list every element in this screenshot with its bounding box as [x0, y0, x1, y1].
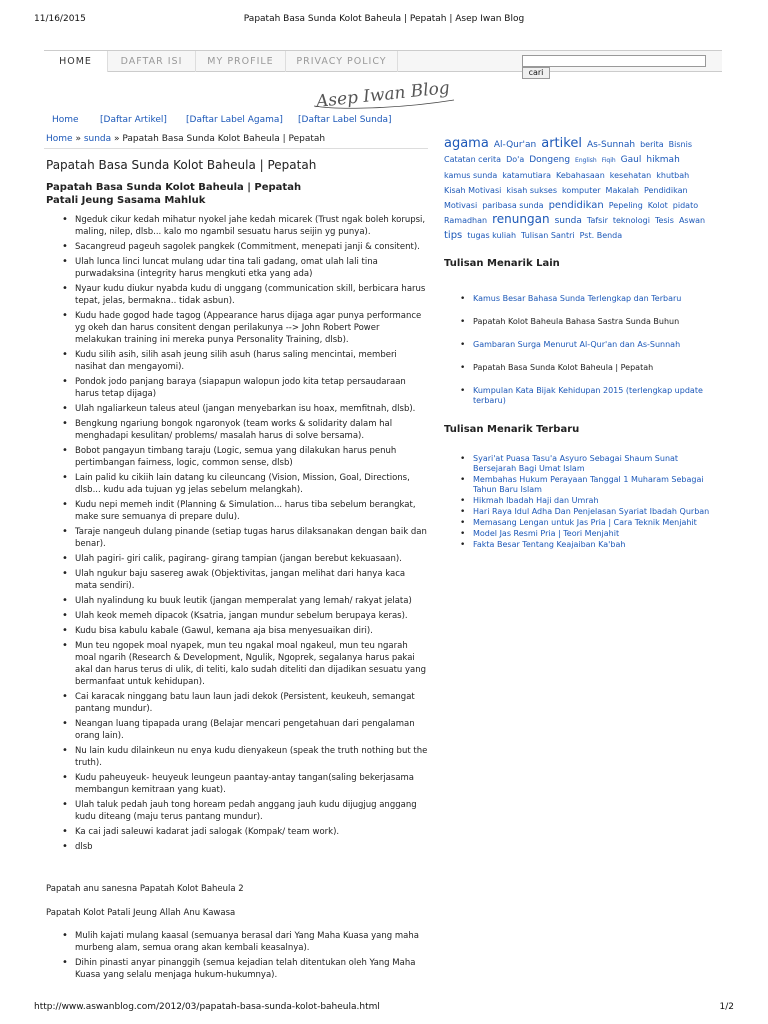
menu-daftar-label-agama[interactable]: [Daftar Label Agama]: [186, 115, 283, 125]
sidebar-link[interactable]: • Syari'at Puasa Tasu'a Asyuro Sebagai Shaum Sunat Bersejarah Bagi Umat Islam: [458, 454, 720, 474]
label-tag[interactable]: Pst. Benda: [579, 231, 623, 240]
tulisan-terbaru-list: [458, 454, 720, 551]
label-tag[interactable]: hikmah: [646, 155, 680, 165]
label-tag[interactable]: Catatan cerita: [444, 155, 502, 164]
tab-my-profile[interactable]: MY PROFILE: [196, 51, 286, 72]
menu-home[interactable]: Home: [52, 115, 79, 125]
label-tag[interactable]: agama: [444, 136, 489, 151]
list-item: • Ulah nyalindung ku buuk leutik (jangan memperalat yang lemah/ rakyat jelata): [62, 595, 428, 607]
list-item: • Kudu hade gogod hade tagog (Appearance harus dijaga agar punya performance yg okeh dan harus consitent dengan perilakunya --> John Robert Power melakukan training ini mereka punya Personality Training, dlsb).: [62, 310, 428, 346]
label-tag[interactable]: khutbah: [656, 171, 690, 180]
label-tag[interactable]: Tulisan Santri: [521, 231, 575, 240]
label-tag[interactable]: tips: [444, 230, 463, 241]
sidebar-link[interactable]: • Gambaran Surga Menurut Al-Qur'an dan As-Sunnah: [458, 340, 720, 350]
list-item: • Bobot pangayun timbang taraju (Logic, semua yang dilakukan harus penuh pertimbangan fairness, logic, common sense, dlsb): [62, 445, 428, 469]
list-item: • Mulih kajati mulang kaasal (semuanya berasal dari Yang Maha Kuasa yang maha murbeng alam, semua orang akan kembali keasalnya).: [62, 930, 428, 954]
sidebar-link[interactable]: • Memasang Lengan untuk Jas Pria | Cara Teknik Menjahit: [458, 518, 720, 528]
label-tag[interactable]: Do'a: [506, 155, 525, 164]
breadcrumb-sunda[interactable]: sunda: [83, 134, 112, 144]
label-tag[interactable]: artikel: [541, 136, 582, 151]
list-item: • Nu lain kudu dilainkeun nu enya kudu dienyakeun (speak the truth nothing but the truth).: [62, 745, 428, 769]
breadcrumb: Home » sunda » Papatah Basa Sunda Kolot Baheula | Pepatah: [46, 134, 326, 144]
sidebar-link[interactable]: • Papatah Kolot Baheula Bahasa Sastra Sunda Buhun: [458, 317, 720, 327]
post-subtitle: Papatah Basa Sunda Kolot Baheula | Pepatah: [46, 182, 302, 193]
menu-daftar-label-sunda[interactable]: [Daftar Label Sunda]: [298, 115, 392, 125]
search-button[interactable]: cari: [522, 67, 550, 79]
label-tag[interactable]: pendidikan: [548, 200, 604, 211]
label-tag[interactable]: Aswan: [678, 216, 706, 225]
label-tag[interactable]: Fiqih: [601, 157, 616, 164]
label-tag[interactable]: As-Sunnah: [586, 140, 636, 150]
label-tag[interactable]: kisah sukses: [506, 186, 558, 195]
paragraph-patali-allah: Papatah Kolot Patali Jeung Allah Anu Kawasa: [46, 908, 236, 918]
list-item: • dlsb: [62, 841, 428, 853]
label-tag[interactable]: Pendidikan: [643, 186, 688, 195]
list-item: • Mun teu ngopek moal nyapek, mun teu ngakal moal ngakeul, mun teu ngarah moal ngarih (Research & Development, Ngulik, Ngoprek, segalanya harus pakai akal dan harus terus di ulik, di teliti, kalo sudah diteliti dan dijadikan sesuatu yang bermanfaat untuk kehidupan).: [62, 640, 428, 688]
label-tag[interactable]: tugas kuliah: [467, 231, 517, 240]
label-tag[interactable]: Tafsir: [586, 216, 608, 225]
logo-text: Asep Iwan Blog: [315, 78, 451, 112]
list-item: • Ka cai jadi saleuwi kadarat jadi salogak (Kompak/ team work).: [62, 826, 428, 838]
label-tag[interactable]: Kolot: [647, 201, 668, 210]
tab-privacy-policy[interactable]: PRIVACY POLICY: [286, 51, 398, 72]
tab-home[interactable]: HOME: [44, 51, 108, 72]
label-tag[interactable]: sunda: [554, 216, 582, 226]
list-item: • Kudu silih asih, silih asah jeung silih asuh (harus saling mencintai, memberi nasihat dan mengayomi).: [62, 349, 428, 373]
list-item: • Ulah taluk pedah jauh tong hoream pedah anggang jauh kudu dijugjug anggang kudu diteang (maju terus pantang mundur).: [62, 799, 428, 823]
list-item: • Neangan luang tipapada urang (Belajar mencari pengetahuan dari pengalaman orang lain).: [62, 718, 428, 742]
label-tag[interactable]: pidato: [672, 201, 699, 210]
label-tag[interactable]: berita: [640, 140, 664, 149]
list-item: • Ulah ngukur baju sasereg awak (Objektivitas, jangan melihat dari hanya kaca mata sendiri).: [62, 568, 428, 592]
menu-daftar-artikel[interactable]: [Daftar Artikel]: [100, 115, 167, 125]
list-item: • Dihin pinasti anyar pinanggih (semua kejadian telah ditentukan oleh Yang Maha Kuasa yang selalu menjaga hukum-hukumnya).: [62, 957, 428, 981]
list-item: • Nyaur kudu diukur nyabda kudu di unggang (communication skill, berbicara harus tepat, jelas, bermakna.. tidak asbun).: [62, 283, 428, 307]
blog-logo[interactable]: [308, 76, 458, 112]
label-tag[interactable]: Motivasi: [444, 201, 478, 210]
list-item: • Ulah pagiri- giri calik, pagirang- girang tampian (jangan berebut kekuasaan).: [62, 553, 428, 565]
label-tag[interactable]: Al-Qur'an: [493, 140, 537, 150]
label-tag[interactable]: katamutiara: [502, 171, 552, 180]
label-tag[interactable]: teknologi: [612, 216, 650, 225]
list-item: • Lain palid ku cikiih lain datang ku cileuncang (Vision, Mission, Goal, Directions, dlsb... kudu ada tujuan yg jelas sebelum melangkah).: [62, 472, 428, 496]
label-tag[interactable]: Bisnis: [668, 140, 692, 149]
sidebar-link[interactable]: • Model Jas Resmi Pria | Teori Menjahit: [458, 529, 720, 539]
label-tag[interactable]: Gaul: [620, 155, 642, 165]
list-item: • Ulah lunca linci luncat mulang udar tina tali gadang, omat ulah lali tina purwadaksina (integrity harus mengkuti etka yang ada): [62, 256, 428, 280]
sidebar-link[interactable]: • Kamus Besar Bahasa Sunda Terlengkap dan Terbaru: [458, 294, 720, 304]
label-tag[interactable]: Tesis: [654, 216, 674, 225]
list-item: • Ngeduk cikur kedah mihatur nyokel jahe kedah micarek (Trust ngak boleh korupsi, maling, nilep, dlsb... kalo mo ngambil sesuatu harus seijin yg punya).: [62, 214, 428, 238]
print-url: http://www.aswanblog.com/2012/03/papatah-basa-sunda-kolot-baheula.html: [34, 1002, 380, 1012]
breadcrumb-home[interactable]: Home: [46, 134, 73, 144]
label-tag[interactable]: Ramadhan: [444, 216, 488, 225]
list-item: • Sacangreud pageuh sagolek pangkek (Commitment, menepati janji & consitent).: [62, 241, 428, 253]
label-tag[interactable]: renungan: [492, 212, 550, 226]
print-date: 11/16/2015: [34, 14, 86, 24]
post-subtitle-2: Patali Jeung Sasama Mahluk: [46, 195, 206, 206]
tulisan-lain-list: [458, 294, 720, 419]
label-tag[interactable]: English: [575, 157, 597, 164]
label-tag[interactable]: Kebahasaan: [556, 171, 605, 180]
list-item: • Cai karacak ninggang batu laun laun jadi dekok (Persistent, keukeuh, semangat pantang mundur).: [62, 691, 428, 715]
label-tag[interactable]: kamus sunda: [444, 171, 498, 180]
paragraph-papatah-2: Papatah anu sanesna Papatah Kolot Baheula 2: [46, 884, 244, 894]
sidebar-link[interactable]: • Papatah Basa Sunda Kolot Baheula | Pepatah: [458, 363, 720, 373]
print-footer: [0, 1002, 768, 1014]
list-item: • Ulah ngaliarkeun taleus ateul (jangan menyebarkan isu hoax, memfitnah, dlsb).: [62, 403, 428, 415]
list-item: • Pondok jodo panjang baraya (siapapun walopun jodo kita tetap persaudaraan harus tetap dijaga): [62, 376, 428, 400]
list-item: • Kudu bisa kabulu kabale (Gawul, kemana aja bisa menyesuaikan diri).: [62, 625, 428, 637]
print-page-number: 1/2: [719, 1002, 734, 1012]
print-header: [0, 14, 768, 26]
list-item: • Bengkung ngariung bongok ngaronyok (team works & solidarity dalam hal menghadapi kesulitan/ problems/ masalah harus di solve bersama).: [62, 418, 428, 442]
tab-daftar-isi[interactable]: DAFTAR ISI: [108, 51, 196, 72]
print-page-title: Papatah Basa Sunda Kolot Baheula | Pepatah | Asep Iwan Blog: [243, 14, 525, 24]
list-item: • Kudu paheuyeuk- heuyeuk leungeun paantay-antay tangan(saling bekerjasama membangun kemitraan yang kuat).: [62, 772, 428, 796]
papatah-list: [62, 214, 428, 856]
list-item: • Kudu nepi memeh indit (Planning & Simulation... harus tiba sebelum berangkat, make sure semuanya di prepare dulu).: [62, 499, 428, 523]
list-item: • Ulah keok memeh dipacok (Ksatria, jangan mundur sebelum berupaya keras).: [62, 610, 428, 622]
label-cloud: [444, 136, 720, 242]
search-input[interactable]: [522, 55, 706, 67]
widget-title-lain: Tulisan Menarik Lain: [444, 258, 560, 269]
sidebar-link[interactable]: • Hari Raya Idul Adha Dan Penjelasan Syariat Ibadah Qurban: [458, 507, 720, 517]
papatah-list-2: [62, 930, 428, 984]
breadcrumb-current: Papatah Basa Sunda Kolot Baheula | Pepatah: [122, 134, 326, 144]
post-title: Papatah Basa Sunda Kolot Baheula | Pepatah: [46, 158, 317, 172]
sidebar-link[interactable]: • Hikmah Ibadah Haji dan Umrah: [458, 496, 720, 506]
label-tag[interactable]: Makalah: [605, 186, 639, 195]
label-tag[interactable]: Dongeng: [529, 155, 571, 165]
sidebar-link[interactable]: • Membahas Hukum Perayaan Tanggal 1 Muharam Sebagai Tahun Baru Islam: [458, 475, 720, 495]
label-tag[interactable]: komputer: [562, 186, 601, 195]
sidebar-link[interactable]: • Kumpulan Kata Bijak Kehidupan 2015 (terlengkap update terbaru): [458, 386, 720, 406]
label-tag[interactable]: Kisah Motivasi: [444, 186, 502, 195]
sidebar-link[interactable]: • Fakta Besar Tentang Keajaiban Ka'bah: [458, 540, 720, 550]
list-item: • Taraje nangeuh dulang pinande (setiap tugas harus dilaksanakan dengan baik dan benar).: [62, 526, 428, 550]
label-tag[interactable]: paribasa sunda: [482, 201, 544, 210]
label-tag[interactable]: Pepeling: [608, 201, 643, 210]
label-tag[interactable]: kesehatan: [609, 171, 652, 180]
widget-title-terbaru: Tulisan Menarik Terbaru: [444, 424, 580, 435]
divider: [44, 148, 428, 149]
